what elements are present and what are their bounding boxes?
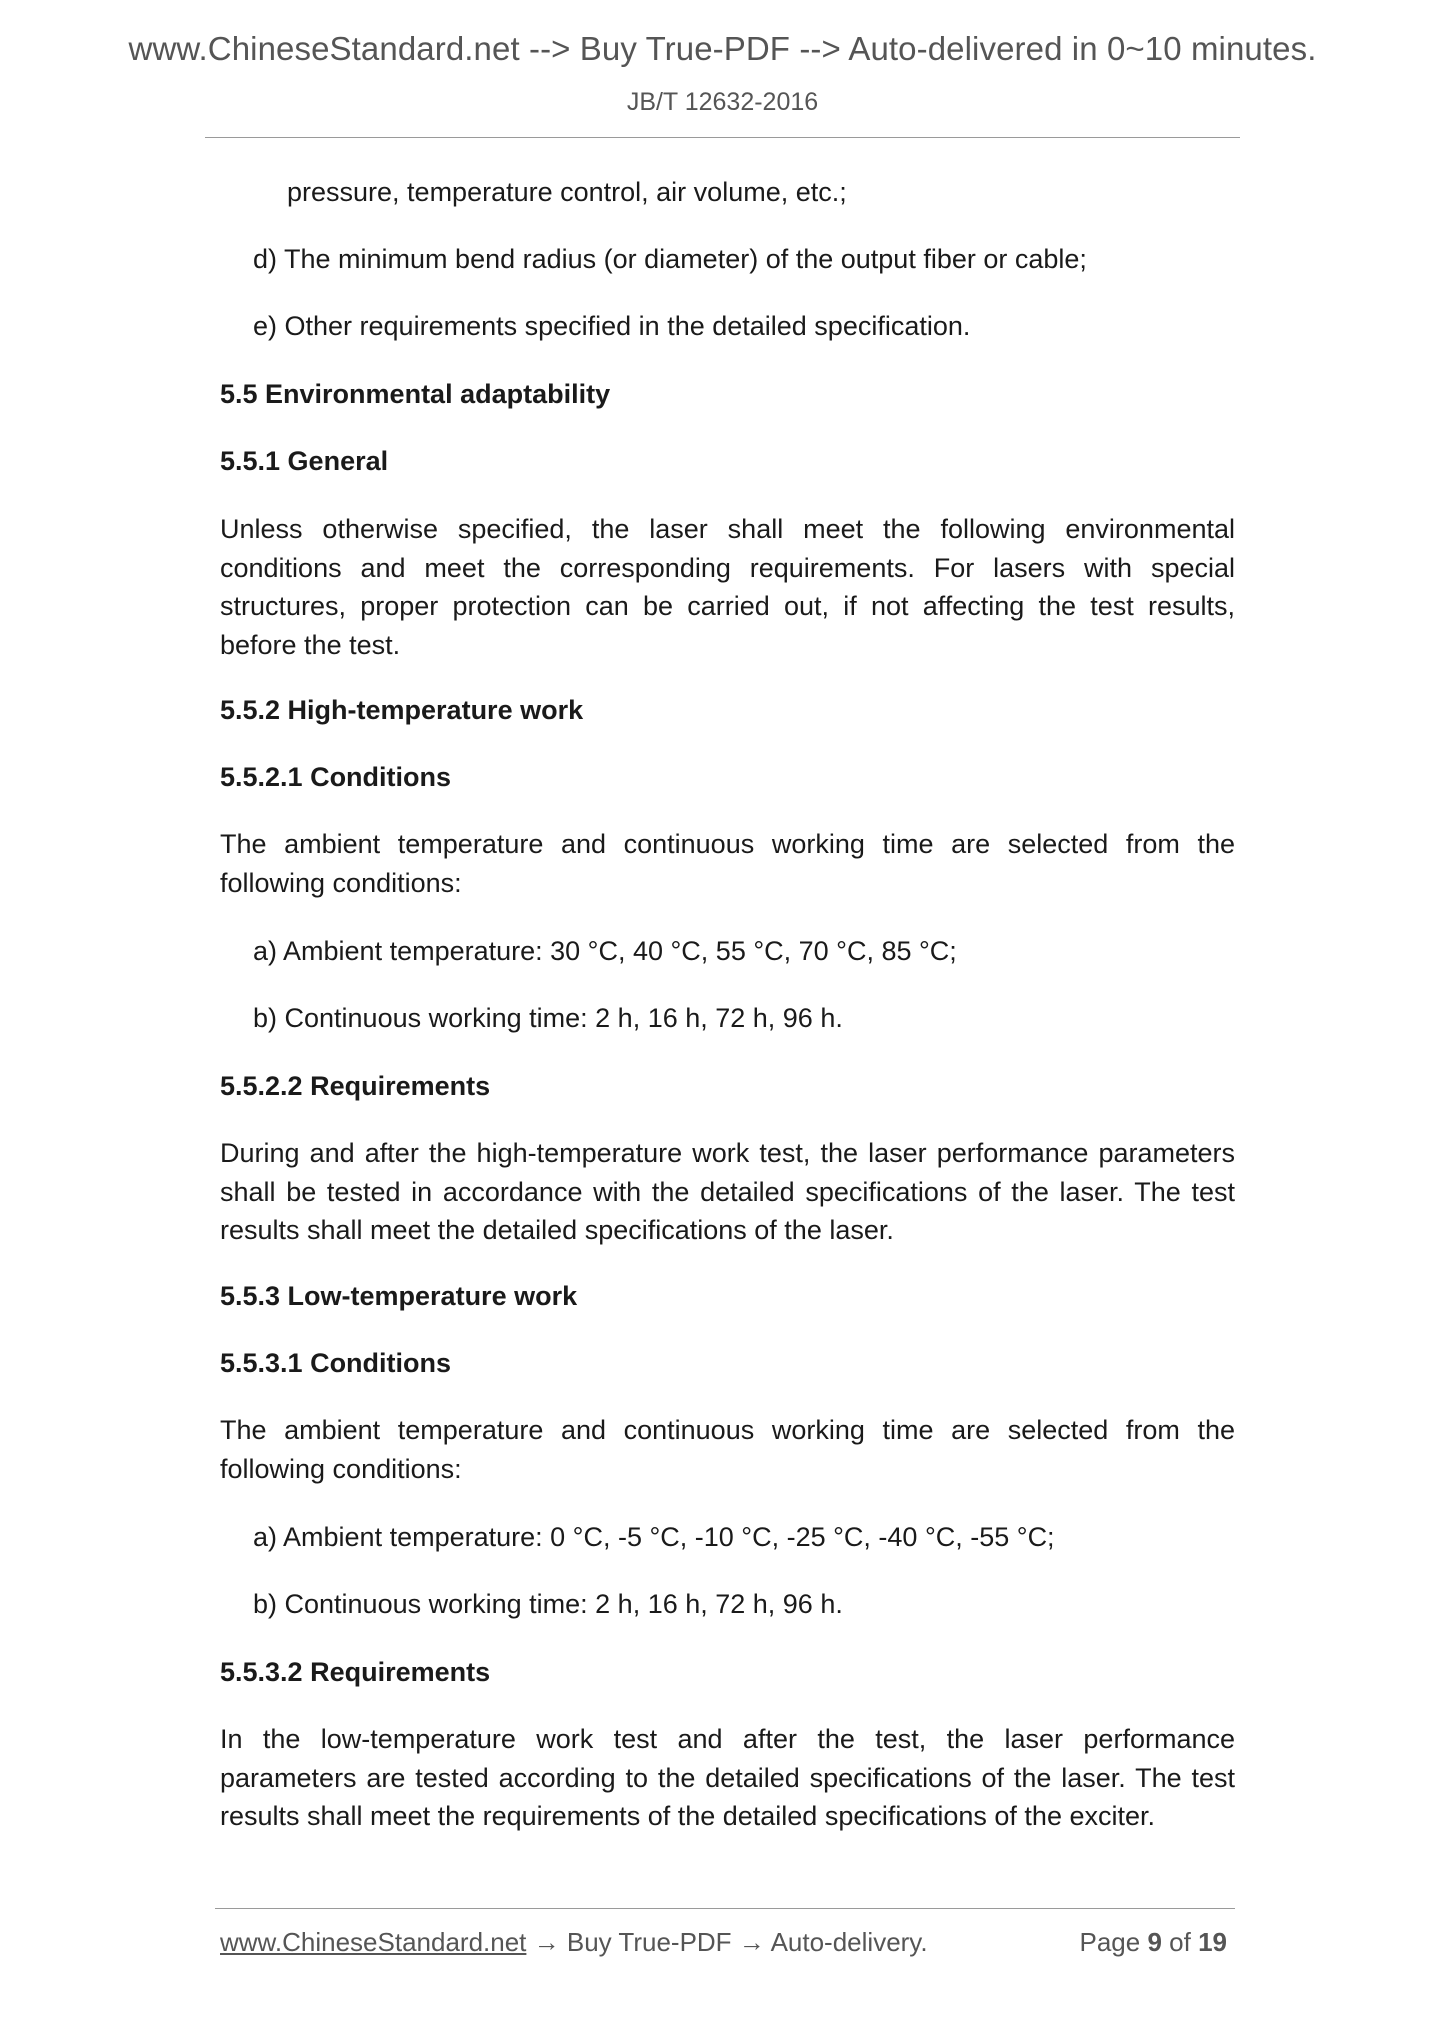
page-indicator [1079,1927,1227,1958]
page-footer [220,1927,1235,1958]
list-item-d: d) The minimum bend radius (or diameter) of the output fiber or cable; [253,244,1087,274]
section-heading-5-5-1: 5.5.1 General [220,446,389,476]
header-divider [205,137,1240,138]
list-item-e: e) Other requirements specified in the detailed specification. [253,311,971,341]
paragraph-low-temp-conditions: The ambient temperature and continuous working time are selected from the following conditions: [220,1415,1235,1484]
section-heading-5-5-2-2: 5.5.2.2 Requirements [220,1071,491,1101]
paragraph-low-temp-requirements: In the low-temperature work test and after the test, the laser performance parameters are tested according to the detailed specifications of the laser. The test results shall meet the requirements of the detailed specifications of the exciter. [220,1724,1235,1831]
list-item-high-temp-b: b) Continuous working time: 2 h, 16 h, 72 h, 96 h. [253,1003,843,1033]
total-pages-number: 19 [1198,1927,1227,1957]
current-page-number: 9 [1147,1927,1162,1957]
list-item-low-temp-b: b) Continuous working time: 2 h, 16 h, 72 h, 96 h. [253,1589,843,1619]
section-heading-5-5-2: 5.5.2 High-temperature work [220,695,584,725]
document-code: JB/T 12632-2016 [626,88,819,116]
footer-site-link[interactable]: www.ChineseStandard.net [220,1927,527,1957]
page-label: Page [1079,1927,1141,1957]
section-heading-5-5-3-2: 5.5.3.2 Requirements [220,1657,491,1687]
site-banner: www.ChineseStandard.net --> Buy True-PDF --> Auto-delivered in 0~10 minutes. [128,30,1317,67]
of-label: of [1169,1927,1191,1957]
footer-tagline: → Buy True-PDF → Auto-delivery. [526,1927,928,1957]
section-heading-5-5-2-1: 5.5.2.1 Conditions [220,762,452,792]
paragraph-high-temp-requirements: During and after the high-temperature work test, the laser performance parameters shall be tested in accordance with the detailed specifications of the laser. The test results shall meet the detailed specifications of the laser. [220,1138,1235,1245]
paragraph-high-temp-conditions: The ambient temperature and continuous working time are selected from the following conditions: [220,829,1235,898]
section-heading-5-5-3: 5.5.3 Low-temperature work [220,1281,578,1311]
list-item-low-temp-a: a) Ambient temperature: 0 °C, -5 °C, -10 °C, -25 °C, -40 °C, -55 °C; [253,1522,1055,1552]
section-heading-5-5: 5.5 Environmental adaptability [220,379,611,409]
paragraph-general: Unless otherwise specified, the laser shall meet the following environmental conditions and meet the corresponding requirements. For lasers with special structures, proper protection can be carried out, if not affecting the test results, before the test. [220,514,1235,660]
list-item-continuation: pressure, temperature control, air volume, etc.; [287,177,847,207]
section-heading-5-5-3-1: 5.5.3.1 Conditions [220,1348,452,1378]
list-item-high-temp-a: a) Ambient temperature: 30 °C, 40 °C, 55 °C, 70 °C, 85 °C; [253,936,957,966]
footer-divider [215,1908,1235,1909]
